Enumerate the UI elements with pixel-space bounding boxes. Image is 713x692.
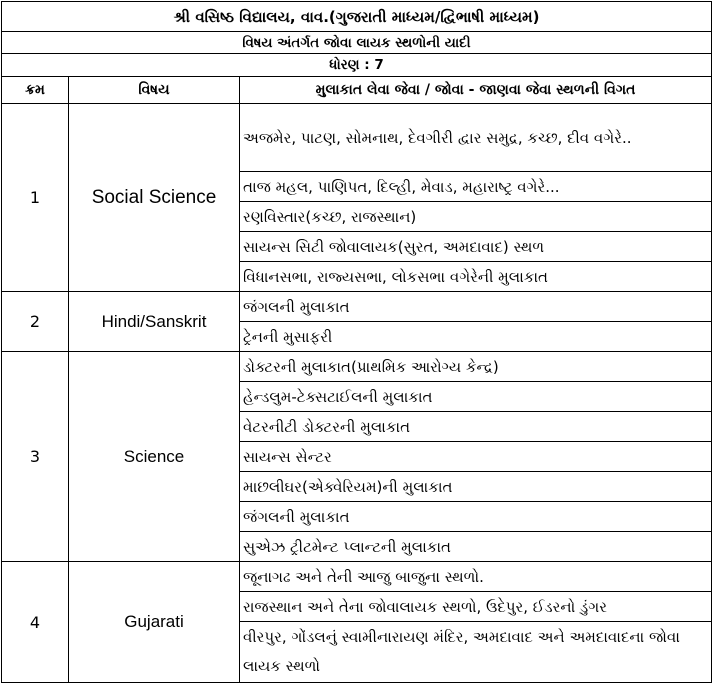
- place-item: માછલીઘર(એક્વેરિયમ)ની મુલાકાત: [240, 472, 712, 502]
- place-item: સાયન્સ સેન્ટર: [240, 442, 712, 472]
- table-row: [2, 562, 712, 592]
- table-row: [2, 292, 712, 322]
- place-item: સુએઝ ટ્રીટમેન્ટ પ્લાન્ટની મુલાકાત: [240, 532, 712, 562]
- column-header-subject: વિષય: [69, 77, 240, 104]
- column-header-details: મુલાકાત લેવા જેવા / જોવા - જાણવા જેવા સ્થળની વિગત: [240, 77, 712, 104]
- list-subtitle: વિષય અંતર્ગત જોવા લાયક સ્થળોની યાદી: [2, 32, 712, 54]
- table-row: [2, 104, 712, 172]
- place-item: જંગલની મુલાકાત: [240, 502, 712, 532]
- school-title: શ્રી વસિષ્ઠ વિદ્યાલય, વાવ.(ગુજરાતી માધ્યમ/દ્વિભાષી માધ્યમ): [2, 2, 712, 32]
- place-item: વીરપુર, ગોંડલનું સ્વામીનારાયણ મંદિર, અમદાવાદ અને અમદાવાદના જોવા લાયક સ્થળો: [240, 622, 712, 683]
- table-row: [2, 352, 712, 382]
- row-number: 1: [2, 104, 69, 292]
- place-item: અજમેર, પાટણ, સોમનાથ, દેવગીરી દ્વાર સમુદ્ર, કચ્છ, દીવ વગેરે..: [240, 104, 712, 172]
- table-header-row: [2, 77, 712, 104]
- place-item: જૂનાગઢ અને તેની આજુ બાજુના સ્થળો.: [240, 562, 712, 592]
- place-item: જંગલની મુલાકાત: [240, 292, 712, 322]
- place-item: ડોક્ટરની મુલાકાત(પ્રાથમિક આરોગ્ય કેન્દ્ર): [240, 352, 712, 382]
- row-number: 4: [2, 562, 69, 683]
- place-item: રણવિસ્તાર(કચ્છ, રાજસ્થાન): [240, 202, 712, 232]
- subject-cell: Gujarati: [69, 562, 240, 683]
- subject-cell: Hindi/Sanskrit: [69, 292, 240, 352]
- places-table: [1, 1, 712, 683]
- row-number: 3: [2, 352, 69, 562]
- subject-cell: Social Science: [69, 104, 240, 292]
- place-item: સાયન્સ સિટી જોવાલાયક(સુરત, અમદાવાદ) સ્થળ: [240, 232, 712, 262]
- column-header-sr: ક્રમ: [2, 77, 69, 104]
- row-number: 2: [2, 292, 69, 352]
- standard-label: ધોરણ : 7: [2, 54, 712, 77]
- place-item: હેન્ડલુમ-ટેક્સટાઈલની મુલાકાત: [240, 382, 712, 412]
- subject-cell: Science: [69, 352, 240, 562]
- place-item: વિધાનસભા, રાજ્યસભા, લોકસભા વગેરેની મુલાકાત: [240, 262, 712, 292]
- place-item: તાજ મહલ, પાણિપત, દિલ્હી, મેવાડ, મહારાષ્ટ્ર વગેરે...: [240, 172, 712, 202]
- place-item: રાજસ્થાન અને તેના જોવાલાયક સ્થળો, ઉદેપુર, ઈડરનો ડુંગર: [240, 592, 712, 622]
- place-item: વેટરનીટી ડોક્ટરની મુલાકાત: [240, 412, 712, 442]
- place-item: ટ્રેનની મુસાફરી: [240, 322, 712, 352]
